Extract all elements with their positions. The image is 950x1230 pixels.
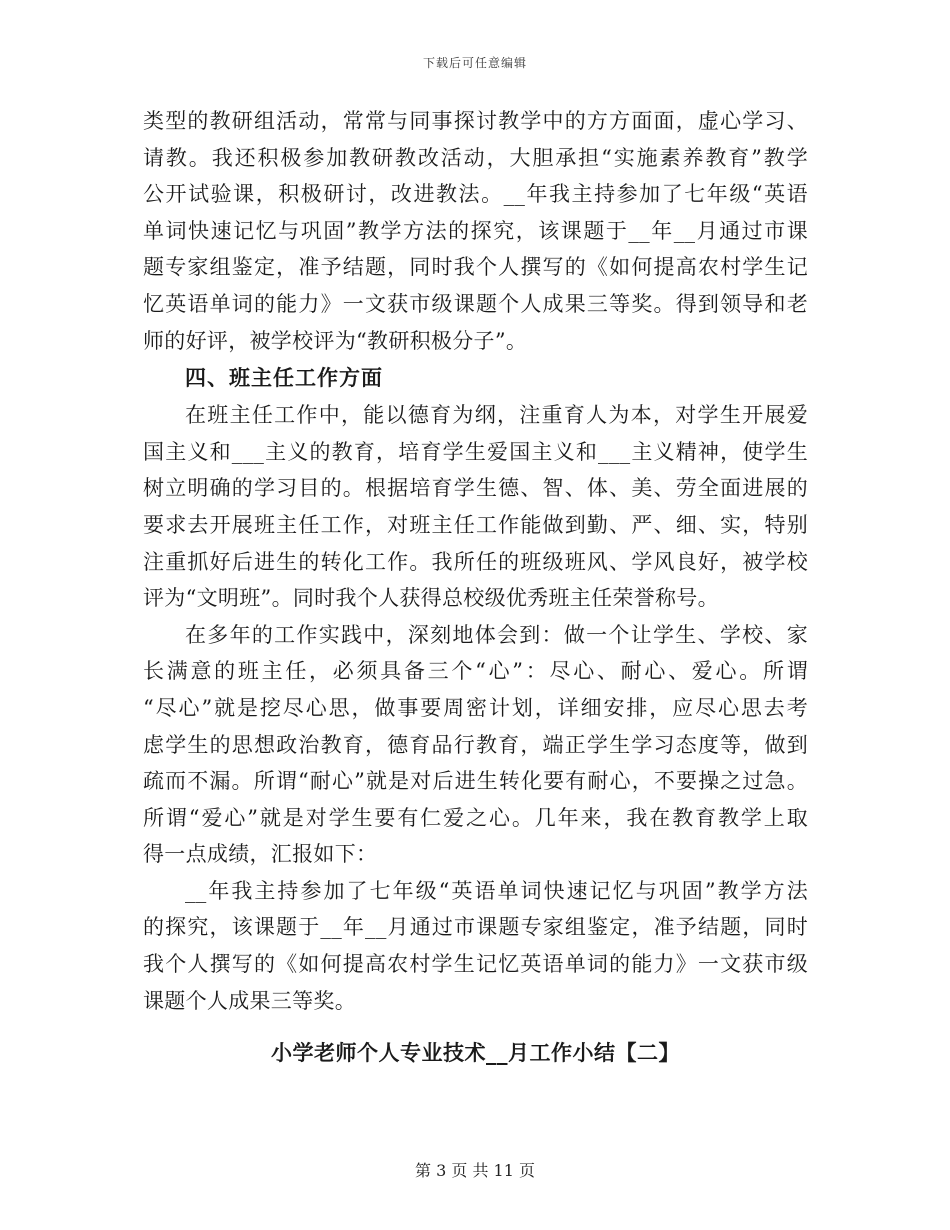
paragraph-three-hearts [143, 617, 808, 873]
paragraph-research-result [143, 873, 808, 1019]
text-line: 单词快速记忆与巩固”教学方法的探究，该课题于__年__月通过市课 [143, 218, 808, 243]
page-number: 第 3 页 共 11 页 [415, 1161, 535, 1180]
text-line: 疏而不漏。所谓“耐心”就是对后进生转化要有耐心，不要操之过急。 [143, 769, 808, 794]
text-line: 公开试验课，积极研讨，改进教法。__年我主持参加了七年级“英语 [143, 182, 808, 207]
text-line: 国主义和___主义的教育，培育学生爱国主义和___主义精神，使学生 [143, 439, 808, 464]
section-heading: 四、班主任工作方面 [185, 365, 383, 391]
text-line: 所谓“爱心”就是对学生要有仁爱之心。几年来，我在教育教学上取 [143, 805, 808, 830]
text-line: 要求去开展班主任工作，对班主任工作能做到勤、严、细、实，特别 [143, 512, 808, 537]
document-body [143, 103, 808, 1083]
text-line: 课题个人成果三等奖。 [143, 988, 356, 1013]
paragraph-class-teacher-work [143, 397, 808, 617]
text-line: 评为“文明班”。同时我个人获得总校级优秀班主任荣誉称号。 [143, 586, 719, 611]
text-line: __年我主持参加了七年级“英语单词快速记忆与巩固”教学方法 [185, 878, 808, 903]
text-line: 师的好评，被学校评为“教研积极分子”。 [143, 328, 528, 353]
text-line: 我个人撰写的《如何提高农村学生记忆英语单词的能力》一文获市级 [143, 952, 808, 977]
text-line: 类型的教研组活动，常常与同事探讨教学中的方方面面，虚心学习、 [143, 109, 808, 133]
text-line: “尽心”就是挖尽心思，做事要周密计划，详细安排，应尽心思去考 [143, 695, 808, 720]
text-line: 树立明确的学习目的。根据培育学生德、智、体、美、劳全面进展的 [143, 476, 808, 501]
text-line: 长满意的班主任，必须具备三个“心”：尽心、耐心、爱心。所谓 [143, 659, 808, 684]
text-line: 忆英语单词的能力》一文获市级课题个人成果三等奖。得到领导和老 [143, 291, 808, 316]
text-line: 在多年的工作实践中，深刻地体会到：做一个让学生、学校、家 [185, 622, 808, 647]
paragraph-teaching-research [143, 103, 808, 359]
section-title: 小学老师个人专业技术__月工作小结【二】 [271, 1040, 680, 1066]
text-line: 虑学生的思想政治教育，德育品行教育，端正学生学习态度等，做到 [143, 732, 808, 757]
page-header: 下载后可任意编辑 [422, 56, 527, 70]
text-line: 得一点成绩，汇报如下： [143, 842, 378, 867]
text-line: 请教。我还积极参加教研教改活动，大胆承担“实施素养教育”教学 [143, 145, 808, 170]
text-line: 的探究，该课题于__年__月通过市课题专家组鉴定，准予结题，同时 [143, 915, 808, 940]
text-line: 注重抓好后进生的转化工作。我所任的班级班风、学风良好，被学校 [143, 549, 808, 574]
text-line: 在班主任工作中，能以德育为纲，注重育人为本，对学生开展爱 [185, 403, 808, 428]
text-line: 题专家组鉴定，准予结题，同时我个人撰写的《如何提高农村学生记 [143, 255, 808, 280]
